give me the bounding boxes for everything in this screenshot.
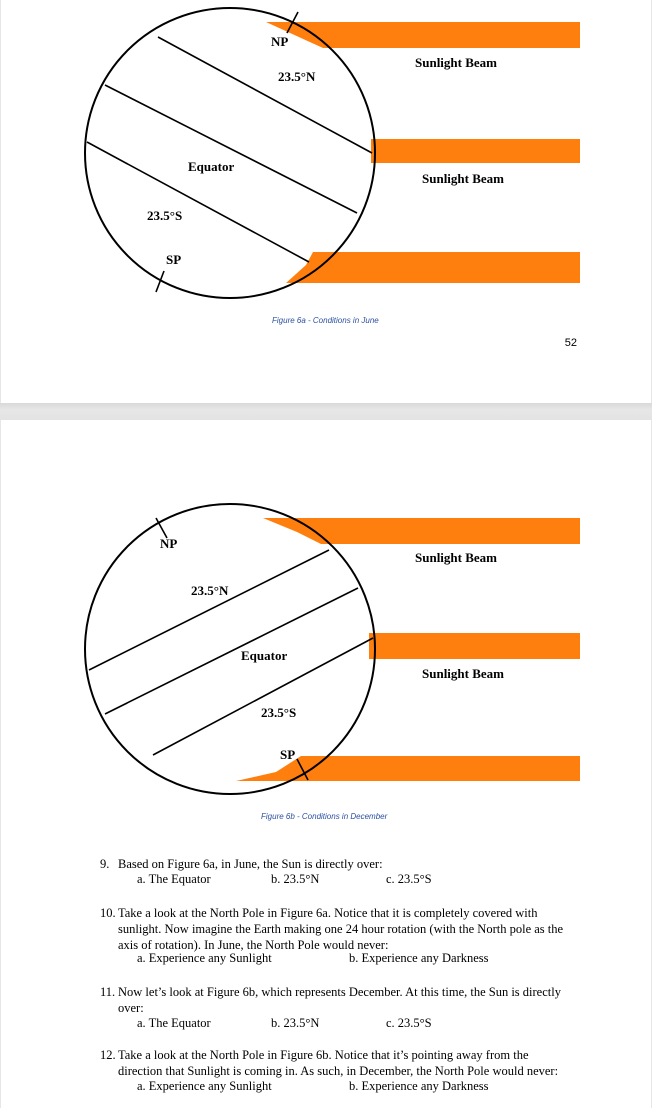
question-text-line-2: direction that Sunlight is coming in. As such, in December, the North Pole would never: <box>118 1064 559 1078</box>
sunlight-beam-label-2: Sunlight Beam <box>422 666 504 681</box>
option-a: a. Experience any Sunlight <box>137 1079 272 1093</box>
latitude-23-5-n-label: 23.5°N <box>191 583 229 598</box>
sunlight-beam-label-1: Sunlight Beam <box>415 550 497 565</box>
figure-6a-diagram <box>1 0 652 403</box>
question-number: 10. <box>100 906 116 920</box>
equator-line <box>105 85 357 213</box>
question-number: 9. <box>100 857 110 871</box>
sunlight-beam-middle <box>371 139 580 163</box>
equator-line <box>105 588 358 714</box>
sunlight-beam-label-1: Sunlight Beam <box>415 55 497 70</box>
sunlight-beam-top <box>263 518 580 544</box>
option-a: a. The Equator <box>137 872 211 886</box>
latitude-23-5-n-line <box>158 37 372 153</box>
figure-6a-caption: Figure 6a - Conditions in June <box>272 316 379 325</box>
question-10 <box>100 905 620 953</box>
question-number: 11. <box>100 985 116 999</box>
question-text-line-3: axis of rotation). In June, the North Pole would never: <box>118 938 389 952</box>
question-text-line-1: Now let’s look at Figure 6b, which represents December. At this time, the Sun is directly <box>118 985 561 999</box>
question-9 <box>100 856 600 872</box>
document-page-53 <box>0 420 652 1108</box>
page-number: 52 <box>564 337 577 349</box>
option-a: a. The Equator <box>137 1016 211 1030</box>
question-11 <box>100 984 620 1016</box>
page-gap <box>0 403 652 420</box>
question-number: 12. <box>100 1048 116 1062</box>
latitude-23-5-s-label: 23.5°S <box>147 208 183 223</box>
option-b: b. Experience any Darkness <box>349 1079 489 1093</box>
latitude-23-5-n-label: 23.5°N <box>278 69 316 84</box>
sunlight-beam-middle <box>369 633 580 659</box>
sunlight-beam-label-2: Sunlight Beam <box>422 171 504 186</box>
option-b: b. 23.5°N <box>271 1016 320 1030</box>
option-b: b. Experience any Darkness <box>349 951 489 965</box>
question-12 <box>100 1047 620 1079</box>
option-b: b. 23.5°N <box>271 872 320 886</box>
question-text-line-1: Take a look at the North Pole in Figure 6a. Notice that it is completely covered with <box>118 906 538 920</box>
option-c: c. 23.5°S <box>386 872 432 886</box>
np-label: NP <box>160 536 178 551</box>
question-text-line-2: over: <box>118 1001 144 1015</box>
option-c: c. 23.5°S <box>386 1016 432 1030</box>
equator-label: Equator <box>188 159 235 174</box>
figure-6b-diagram <box>1 420 652 840</box>
figure-6b-caption: Figure 6b - Conditions in December <box>261 812 388 821</box>
earth-circle <box>85 504 375 794</box>
equator-label: Equator <box>241 648 288 663</box>
option-a: a. Experience any Sunlight <box>137 951 272 965</box>
question-text: Based on Figure 6a, in June, the Sun is directly over: <box>118 857 383 871</box>
document-page-52 <box>0 0 652 403</box>
question-text-line-1: Take a look at the North Pole in Figure 6b. Notice that it’s pointing away from the <box>118 1048 529 1062</box>
np-label: NP <box>271 34 289 49</box>
latitude-23-5-s-label: 23.5°S <box>261 705 297 720</box>
question-text-line-2: sunlight. Now imagine the Earth making one 24 hour rotation (with the North pole as the <box>118 922 564 936</box>
sp-label: SP <box>166 252 182 267</box>
sp-label: SP <box>280 747 296 762</box>
latitude-23-5-n-line <box>89 550 329 670</box>
